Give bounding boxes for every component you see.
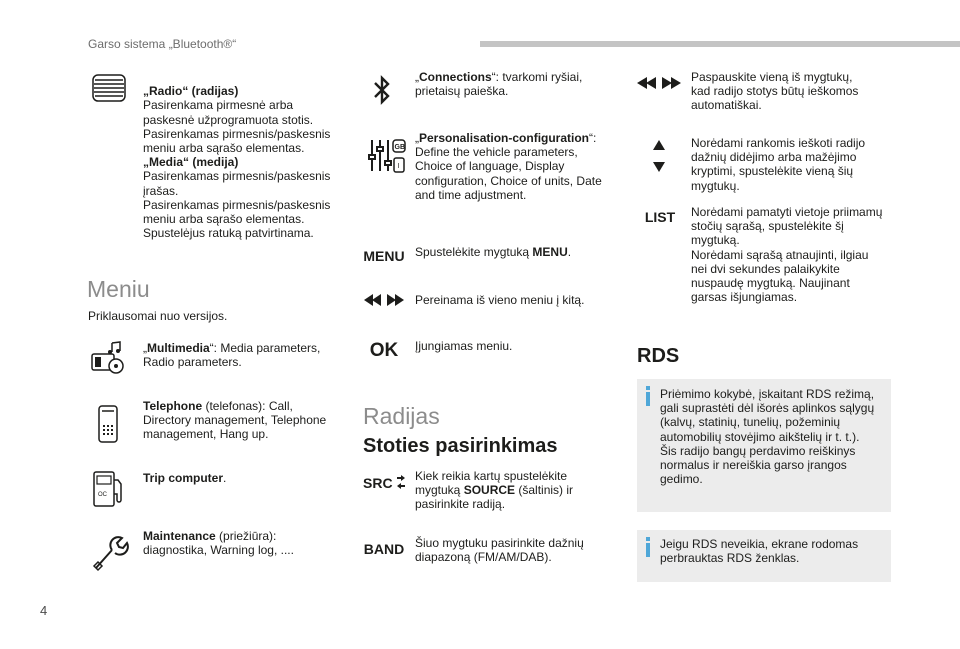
personalisation-label: Personalisation-configuration [419, 131, 590, 145]
up-down-arrows-icon [652, 140, 666, 177]
info-rds-quality-text: Priėmimo kokybė, įskaitant RDS režimą, gali suprastėti dėl išorės aplinkos sąlygų (kalvų, statinių, tunelių, požeminių automobilių stovėjimo aikštelių ir t. t.). Šis radijo bangų perdavimo reiškinys normalus ir nereiškia garso įrangos gedimo. [660, 387, 875, 487]
arrows-description: Pereinama iš vieno meniu į kitą. [415, 293, 585, 307]
updown-description: Norėdami rankomis ieškoti radijo dažnių didėjimo arba mažėjimo kryptimi, spustelėkite vieną šių mygtukų. [691, 136, 866, 193]
info-rds-off-text: Jeigu RDS neveikia, ekrane rodomas perbrauktas RDS ženklas. [660, 537, 859, 566]
page-number: 4 [40, 603, 48, 618]
source-bold: SOURCE [463, 483, 516, 498]
list-description: Norėdami pamatyti vietoje priimamų stočių sąrašą, spustelėkite šį mygtuką. Norėdami sąrašą atnaujinti, ilgiau nei dvi sekundes palaikykite nuspaudę mygtuką. Naujinant garsas išjungiamas. [691, 205, 883, 305]
info-box-rds-off [637, 530, 891, 582]
trip-computer-period: . [223, 471, 227, 485]
menu-intro: Priklausomai nuo versijos. [88, 309, 228, 323]
connections-text: “: tvarkomi ryšiai, prietaisų paieška. [415, 70, 583, 99]
seek-arrows-icon [637, 76, 681, 95]
info-box-rds-quality [637, 379, 891, 512]
settings-language-icon [367, 137, 407, 180]
svg-text:GB: GB [394, 144, 405, 151]
bluetooth-icon [372, 75, 392, 110]
radio-title: „Radio“ (radijas) [143, 84, 239, 99]
radio-text: Pasirenkama pirmesnė arba paskesnė užprogramuota stotis. Pasirenkamas pirmesnis/paskesnis meniu arba sąrašo elementas. [143, 98, 331, 156]
multimedia-icon [90, 340, 128, 379]
maintenance-label: Maintenance [143, 529, 216, 543]
wrench-icon [92, 532, 126, 577]
trip-computer-label: Trip computer [143, 471, 224, 485]
band-description: Šiuo mygtuku pasirinkite dažnių diapazoną (FM/AM/DAB). [415, 536, 584, 565]
ok-button-label: OK [369, 340, 399, 361]
personalisation-text: “: Define the vehicle parameters, Choice of language, Display configuration, Choice of units, Date and time adjustment. [415, 131, 602, 202]
fuel-pump-icon [92, 470, 126, 515]
station-selection-heading: Stoties pasirinkimas [363, 435, 558, 457]
source-text-end: (šaltinis) ir pasirinkite radiją. [415, 483, 574, 512]
connections-label: Connections [419, 70, 492, 84]
info-icon-dot [646, 537, 650, 541]
telephone-text: (telefonas): Call, Directory management, Telephone management, Hang up. [143, 399, 327, 442]
header-bar [480, 41, 960, 47]
band-button-label: BAND [363, 541, 405, 557]
quote-open: „ [415, 131, 419, 145]
source-description [415, 469, 615, 512]
trip-computer-description [143, 471, 343, 485]
rds-heading: RDS [637, 345, 680, 367]
source-text: Kiek reikia kartų spustelėkite mygtuką [415, 469, 568, 498]
media-title: „Media“ (medija) [143, 155, 239, 170]
maintenance-description [143, 529, 343, 557]
info-icon [646, 543, 650, 557]
radio-heading: Radijas [363, 403, 440, 429]
connections-description [415, 70, 615, 98]
multimedia-label: Multimedia [147, 341, 210, 355]
media-text: Pasirenkamas pirmesnis/paskesnis įrašas. Pasirenkamas pirmesnis/paskesnis meniu arba sąrašo elementas. Spustelėjus ratuką patvirtinama. [143, 169, 331, 241]
page-header-title: Garso sistema „Bluetooth®“ [88, 37, 237, 51]
svg-text:OC: OC [98, 492, 107, 498]
maintenance-text: (priežiūra): diagnostika, Warning log, .... [143, 529, 294, 558]
seek-description: Paspauskite vieną iš mygtukų, kad radijo stotys būtų ieškomos automatiškai. [691, 70, 859, 113]
menu-button-bold: MENU [532, 245, 568, 259]
ok-description: Įjungiamas meniu. [415, 339, 513, 353]
menu-button-description [415, 245, 615, 259]
radio-description [143, 70, 343, 240]
list-button-label: LIST [644, 209, 676, 225]
left-right-arrows-icon [364, 293, 404, 312]
menu-heading: Meniu [87, 276, 150, 302]
quote-open: „ [143, 341, 147, 355]
multimedia-description [143, 341, 343, 369]
thumbwheel-icon [92, 74, 126, 107]
telephone-description [143, 399, 343, 442]
menu-button-period: . [567, 245, 572, 259]
info-icon [646, 392, 650, 406]
source-icon [363, 474, 407, 497]
telephone-label: Telephone [143, 399, 203, 413]
multimedia-text: “: Media parameters, Radio parameters. [143, 341, 321, 370]
quote-open: „ [415, 70, 419, 84]
svg-text:I: I [397, 163, 400, 170]
personalisation-description [415, 131, 620, 202]
src-label: SRC [363, 475, 393, 491]
menu-button-text: Spustelėkite mygtuką [415, 245, 533, 259]
menu-button-label: MENU [363, 248, 405, 264]
phone-icon [98, 405, 118, 448]
info-icon-dot [646, 386, 650, 390]
